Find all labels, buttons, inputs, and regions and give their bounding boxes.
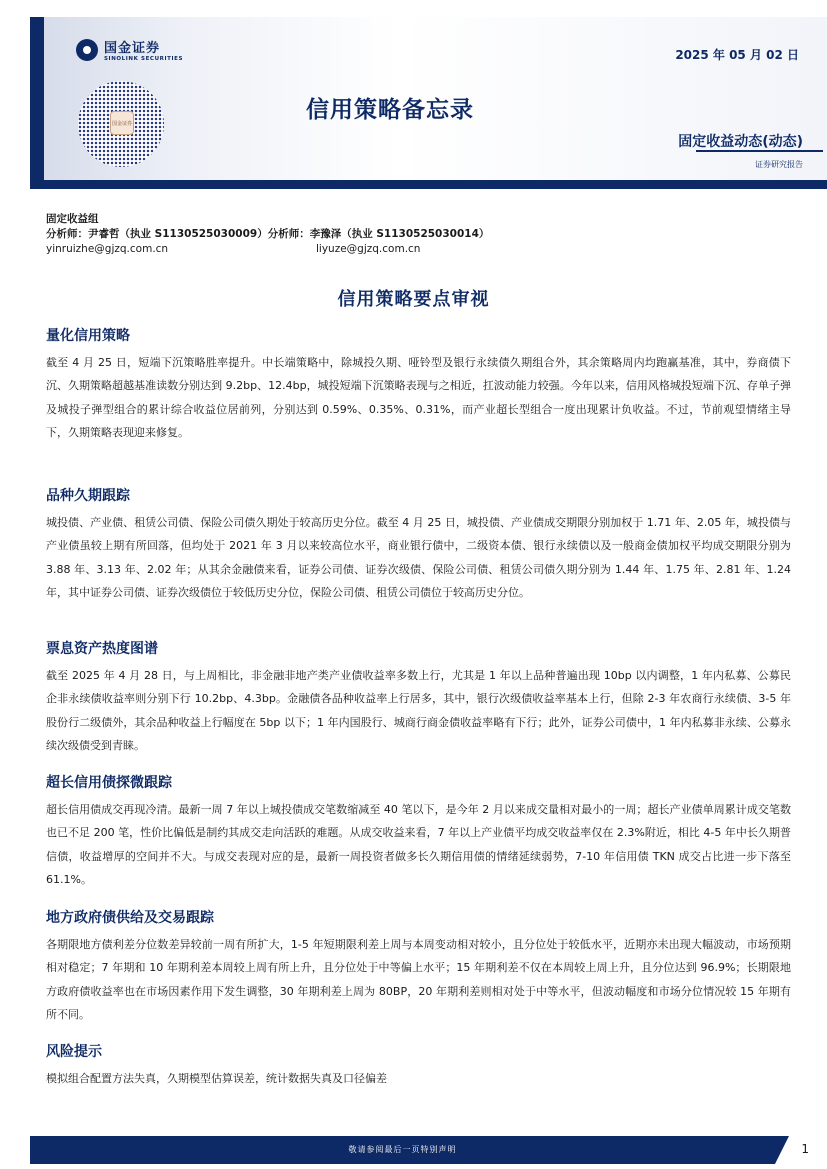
section-title: 风险提示 — [46, 1044, 102, 1060]
analyst-info — [46, 212, 489, 257]
page-number: 1 — [801, 1142, 809, 1156]
section-title: 量化信用策略 — [46, 328, 130, 344]
section-risk-warning — [46, 1041, 791, 1090]
section-title: 票息资产热度图谱 — [46, 641, 158, 657]
section-title: 地方政府债供给及交易跟踪 — [46, 910, 214, 926]
document-title: 信用策略备忘录 — [306, 97, 474, 123]
company-logo — [76, 37, 183, 62]
section-title: 超长信用债探微跟踪 — [46, 775, 172, 791]
logo-icon — [76, 39, 98, 61]
section-body: 各期限地方债利差分位数差异较前一周有所扩大，1-5 年短期限利差上周与本周变动相对较小，且分位处于较低水平，近期亦未出现大幅波动，市场预期相对稳定；7 年期和 10 年期利差本周较上周有所上升，且分位处于中等偏上水平；15 年期利差不仅在本周较上周上升，且分位达到 96.9%；长期限地方政府债收益率也在市场因素作用下发生调整，30 年期利差上周为 80BP，20 年期利差则相对处于中等水平，但波动幅度和市场分位情况较 15 年期有所不同。 — [46, 938, 791, 1022]
section-duration-tracking — [46, 485, 791, 605]
section-body: 超长信用债成交再现冷清。最新一周 7 年以上城投债成交笔数缩减至 40 笔以下，是今年 2 月以来成交量相对最小的一周；超长产业债单周累计成交笔数也已不足 200 笔，性价比偏低是制约其成交走向活跃的难题。从成交收益来看，7 年以上产业债平均成交收益率仅在 2.3%附近，相比 4-5 年中长久期普信债，收益增厚的空间并不大。与成交表现对应的是，最新一周投资者做多长久期信用债的情绪延续弱势，7-10 年信用债 TKN 成交占比进一步下落至 61.1%。 — [46, 803, 791, 887]
report-type: 固定收益动态(动态) — [678, 134, 803, 150]
qr-code-icon — [78, 81, 164, 167]
section-body: 城投债、产业债、租赁公司债、保险公司债久期处于较高历史分位。截至 4 月 25 日，城投债、产业债成交期限分别加权于 1.71 年、2.05 年，城投债与产业债虽较上期有所回落，但均处于 2021 年 3 月以来较高位水平，商业银行债中，二级资本债、银行永续债以及一般商金债加权平均成交期限分别为 3.88 年、3.13 年、2.02 年；从其余金融债来看，证券公司债、证券次级债、保险公司债、租赁公司债久期分别为 1.44 年、1.75 年、2.81 年、1.24 年，其中证券公司债、证券次级债位于较低历史分位，保险公司债、租赁公司债位于较高历史分位。 — [46, 516, 791, 600]
section-coupon-heatmap — [46, 638, 791, 758]
logo-cn: 国金证券 — [104, 41, 161, 56]
disclaimer-notice: 敬请参阅最后一页特别声明 — [348, 1145, 457, 1154]
section-title: 品种久期跟踪 — [46, 488, 130, 504]
section-body: 模拟组合配置方法失真，久期模型估算误差，统计数据失真及口径偏差 — [46, 1072, 387, 1085]
analyst-email-2[interactable]: liyuze@gjzq.com.cn — [316, 243, 421, 255]
report-type-underline — [696, 150, 823, 152]
analyst-email-1[interactable]: yinruizhe@gjzq.com.cn — [46, 243, 169, 255]
report-date: 2025 年 05 月 02 日 — [675, 48, 799, 62]
page-footer — [30, 1136, 775, 1164]
section-body: 截至 4 月 25 日，短端下沉策略胜率提升。中长端策略中，除城投久期、哑铃型及银行永续债久期组合外，其余策略周内均跑赢基准，其中，券商债下沉、久期策略超越基准读数分别达到 9.2bp、12.4bp，城投短端下沉策略表现与之相近，扛波动能力较强。今年以来，信用风格城投短端下沉、存单子弹及城投子弹型组合的累计综合收益位居前列，分别达到 0.59%、0.35%、0.31%，而产业超长型组合一度出现累计负收益。不过，节前观望情绪主导下，久期策略表现迎来修复。 — [46, 356, 791, 440]
analyst-emails — [46, 242, 489, 257]
team-name: 固定收益组 — [46, 213, 99, 225]
header-panel — [44, 17, 827, 180]
logo-en: SINOLINK SECURITIES — [104, 56, 184, 62]
section-body: 截至 2025 年 4 月 28 日，与上周相比，非金融非地产类产业债收益率多数上行，尤其是 1 年以上品种普遍出现 10bp 以内调整，1 年内私募、公募民企非永续债收益率则分别下行 10.2bp、4.3bp。金融债各品种收益率上行居多，其中，银行次级债收益率基本上行，但除 2-3 年农商行永续债、3-5 年股份行二级债外，其余品种收益上行幅度在 5bp 以下；1 年内国股行、城商行商金债收益率略有下行；此外，证券公司债中，1 年内私募非永续、公募永续次级债受到青睐。 — [46, 669, 791, 753]
analyst-list: 分析师：尹睿哲（执业 S1130525030009）分析师：李豫泽（执业 S1130525030014） — [46, 228, 490, 240]
main-heading: 信用策略要点审视 — [337, 289, 490, 310]
section-quant-strategy — [46, 325, 791, 445]
section-ultra-long-credit — [46, 772, 791, 892]
footer-decoration — [775, 1136, 789, 1164]
report-category: 证券研究报告 — [755, 160, 803, 169]
report-header — [30, 17, 827, 189]
qr-center-label: 国金证券 — [110, 111, 134, 135]
section-local-gov-bonds — [46, 907, 791, 1027]
